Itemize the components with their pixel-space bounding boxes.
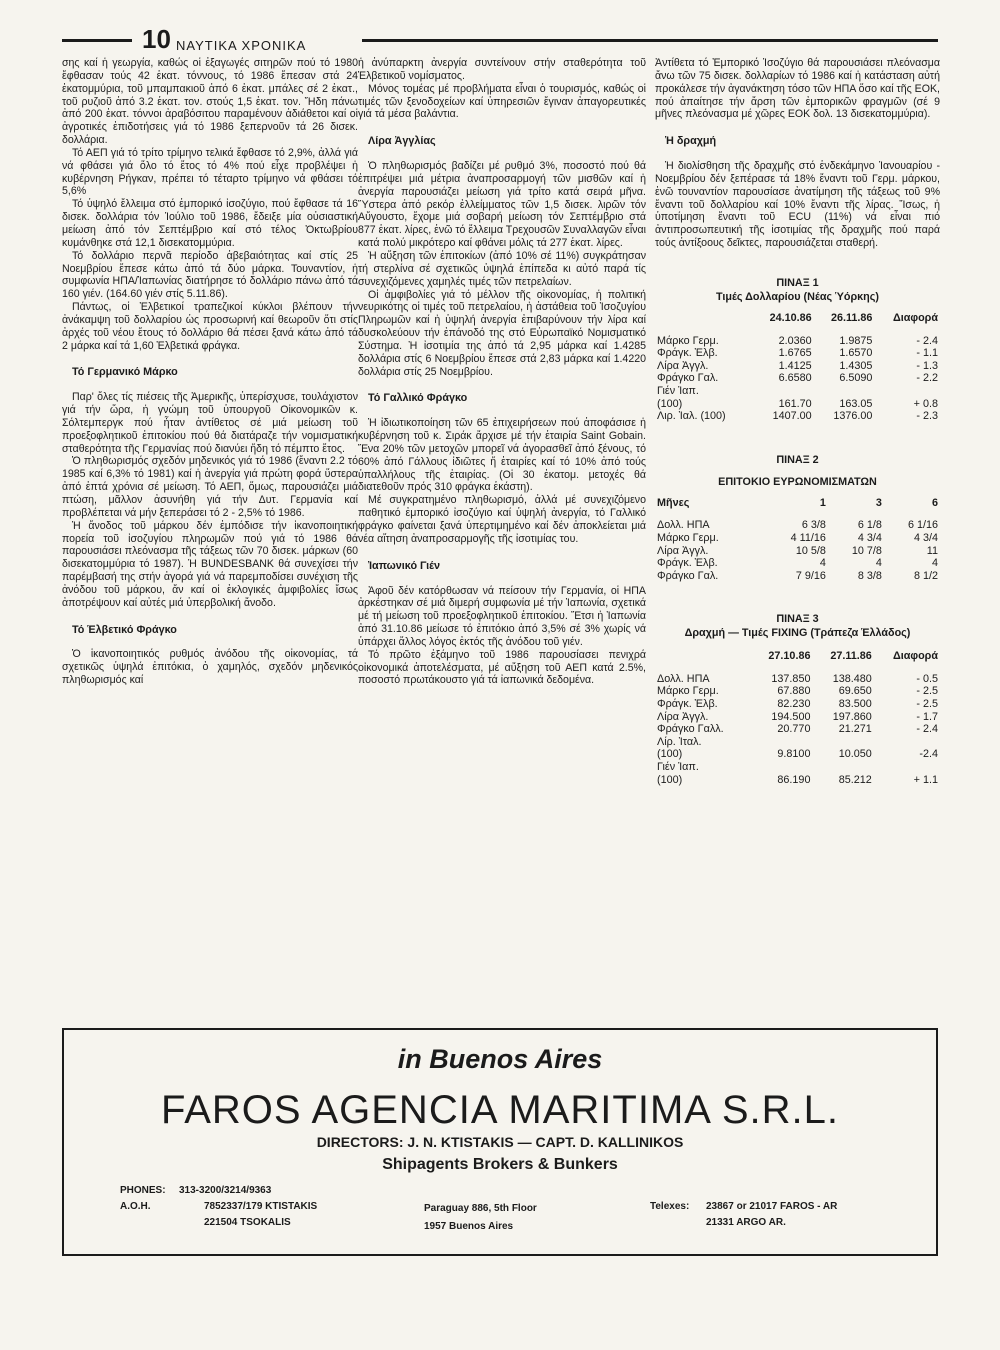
table-cell: - 2.4 [916, 334, 938, 347]
table-header-cell: 26.11.86 [830, 311, 873, 324]
table-cell: 8 3/8 [857, 569, 882, 582]
table-row [655, 372, 940, 385]
table-cell: Φράγκ. Ἑλβ. [657, 557, 718, 570]
table-cell: 4 [875, 557, 882, 570]
table-cell: 6.5090 [839, 372, 873, 385]
paragraph: Τό ὑψηλό ἔλλειμα στό ἐμπορικό ἰσοζύγιο, πού ἔφθασε τά 16 δισεκ. δολλάρια τόν Ἰούλιο τοῦ 1986, ἔδειξε μία οὐσιαστική μείωση ἀπό τόν Σεπτέμβριο καί στό τέλος Ὀκτωβρίου κυμάνθηκε στά 12,1 δισεκατομμύρια. [62, 198, 358, 249]
ad-address-2: 1957 Buenos Aires [424, 1221, 514, 1232]
ad-aoh-2: 221504 TSOKALIS [204, 1217, 291, 1228]
table-cell: Φράγκο Γαλ. [657, 372, 719, 385]
table-row [655, 347, 940, 360]
page-header [62, 26, 938, 54]
table-header-cell: 6 [931, 496, 938, 509]
table-cell: -2.4 [919, 748, 938, 761]
paragraph: Τό ΑΕΠ γιά τό τρίτο τρίμηνο τελικά ἔφθασε τό 2,9%, ἀλλά γιά νά φθάσει γιά ὅλο τό ἔτος τό 4% πού εἶχε προβλέψει ἡ κυβέρνηση Ρήγκαν, πρέπει τό τέταρτο τρίμηνο νά φθάσει τό 5,6% [62, 146, 358, 198]
table-cell: 11 [926, 544, 938, 557]
table-cell: (100) [657, 773, 683, 786]
table-cell: 10.050 [838, 748, 872, 761]
table-cell: Μάρκο Γερμ. [657, 685, 719, 698]
section-heading-yen: Ἰαπωνικό Γιέν [368, 559, 441, 572]
table-cell: 1.6765 [778, 347, 812, 360]
table-cell: 69.650 [838, 685, 872, 698]
table-header-row [655, 650, 940, 663]
table-header-cell: 27.11.86 [830, 650, 872, 663]
paragraph: Μέ συγκρατημένο πληθωρισμό, ἀλλά μέ συνεχιζόμενο παθητικό ἐμπορικό ἰσοζύγιο καί ὑψηλή ἀνεργία, τό Γαλλικό φράγκο φαίνεται ξανά ὑπερτιμημένο καί δέν ἀποκλείεται μιά νέα αἴτηση ἀναπροσαρμογῆς τῆς ἰσοτιμίας του. [358, 494, 646, 545]
table-row [655, 545, 940, 558]
table-cell: - 0.5 [916, 672, 938, 685]
table-row [655, 736, 940, 749]
table-cell: Φράγκ. Ἑλβ. [657, 347, 718, 360]
ad-telexes-2: 21331 ARGO AR. [706, 1217, 786, 1228]
table-row [655, 698, 940, 711]
paragraph: σης καί ἡ γεωργία, καθώς οἱ ἐξαγωγές σιτηρῶν πού τό 1980 ἔφθασαν τούς 42 ἑκατ. τόννους, τό 1986 ἔπεσαν στά 24 ἑκατομμύρια, τοῦ μπαμπακιοῦ ἀπό 6 ἑκατ. μπάλες σέ 2 ἑκατ., τοῦ ρυζιοῦ ἀπό 3.2 ἑκατ. τον. στούς 1,5 ἑκατ. τον. Ἤδη πάνω ἀπό 200 ἑκατ. τόννοι ἀραβόσιτου παραμένουν ἀδιάθετοι καί οἱ ἀγροτικές ἐπιδοτήσεις γιά τό 1986 ξεπερνοῦν τά 26 δισεκ. δολλάρια. [62, 57, 358, 147]
article-column-2 [358, 57, 646, 1019]
paragraph: Ἡ ἰδιωτικοποίηση τῶν 65 ἐπιχειρήσεων πού ἀποφάσισε ἡ κυβέρνηση τοῦ κ. Σιράκ ἄρχισε μέ τήν ἑταιρία Saint Gobain. Ἕνα 20% τῶν μετοχῶν μπορεῖ νά ἀγορασθεῖ ἀπό ξένους, τό 60% ἀπό Γάλλους ἰδιῶτες ἤ ἑταιρίες καί τό 10% ἀπό τούς ὑπαλλήλους τῆς ἑταιρίας. (Οἱ 30 ἑκατομ. μετοχές θά διατεθοῦν πρός 310 φράγκα ἑκάστη). [358, 417, 646, 494]
table-cell [750, 761, 812, 774]
ad-city: in Buenos Aires [397, 1044, 603, 1074]
section-heading-french-franc: Τό Γαλλικό Φράγκο [368, 392, 468, 405]
table-cell: 4 3/4 [913, 531, 938, 544]
ad-directors: DIRECTORS: J. N. KTISTAKIS — CAPT. D. KALLINIKOS [316, 1134, 684, 1150]
table-cell: Λίρ. Ἰταλ. [657, 735, 702, 748]
table-cell: Δολλ. ΗΠΑ [657, 519, 710, 532]
table-cell: Γιέν Ἰαπ. [657, 761, 699, 774]
table1-title: Τιμές Δολλαρίου (Νέας Ὑόρκης) [716, 290, 879, 303]
table-cell: Φράγκο Γαλλ. [657, 723, 724, 736]
table-row [655, 385, 940, 398]
table-row [655, 532, 940, 545]
table-cell: 83.500 [838, 698, 872, 711]
paragraph: Ὁ ἱκανοποιητικός ρυθμός ἀνόδου τῆς οἰκονομίας, τά σχετικῶς ὑψηλά ἐπιτόκια, ὁ χαμηλός, σχεδόν μηδενικός πληθωρισμός καί [62, 648, 358, 687]
table-row [655, 748, 940, 761]
table-cell: 1.4305 [839, 359, 873, 372]
table-cell: 10 5/8 [795, 544, 826, 557]
table-cell: 163.05 [839, 397, 873, 410]
table-cell: + 1.1 [913, 773, 938, 786]
paragraph: ἡ ἀνύπαρκτη ἀνεργία συντείνουν στήν σταθερότητα τοῦ Ἑλβετικοῦ νομίσματος. [358, 57, 646, 82]
paragraph: Πάντως, οἱ Ἑλβετικοί τραπεζικοί κύκλοι βλέπουν τήν ἀνάκαμψη τοῦ δολλαρίου ὡς προσωρινή καί θεωροῦν ὅτι στίς ἀρχές τοῦ νέου ἔτους τό δολλάριο θά πέσει ξανά κάτω ἀπό τά 2 μάρκα καί τά 1,60 Ἑλβετικά φράγκα. [62, 301, 358, 352]
table-cell: Γιέν Ἰαπ. [657, 384, 699, 397]
table-cell: 1.4125 [778, 359, 812, 372]
table-cell: 1407.00 [772, 410, 812, 423]
table3-title: Δραχμή — Τιμές FIXING (Τράπεζα Ἑλλάδος) [684, 627, 911, 640]
ad-telexes-1: 23867 or 21017 FAROS - AR [706, 1201, 838, 1212]
paragraph: Ἡ αὔξηση τῶν ἐπιτοκίων (ἀπό 10% σέ 11%) συγκράτησαν τή στερλίνα σέ σχετικῶς ὑψηλά ἐπίπεδα κι αὐτό παρά τίς συνεχιζόμενες χαμηλές τιμές τῶν πετρελαίων. [358, 249, 646, 288]
table2 [655, 497, 940, 583]
table2-title: ΕΠΙΤΟΚΙΟ ΕΥΡΩΝΟΜΙΣΜΑΤΩΝ [718, 475, 877, 488]
advertisement-box [62, 1028, 938, 1256]
paragraph: Ἡ ἄνοδος τοῦ μάρκου δέν ἐμπόδισε τήν ἱκανοποιητική πορεία τοῦ ἰσοζυγίου πληρωμῶν πού γιά τό 1986 θά παρουσιάσει πλεόνασμα τῆς τάξεως τῶν 70 δισεκ. μάρκων (60 δισεκατομμύρια τό 1987). Ἡ BUNDESBANK θά συνεχίσει τήν παρέμβασή της στήν ἀγορά γιά νά παρεμποδίσει συνέχιση τῆς ἀνόδου τοῦ μάρκου, ἄν καί οἱ ἐκλογικές ἀμφιβολίες ἴσως ἀποτρέψουν καί αὐτές μιά ὑπερβολική ἄνοδο. [62, 519, 358, 609]
table-cell: Μάρκο Γερμ. [657, 334, 719, 347]
table-cell: - 2.2 [916, 372, 938, 385]
paragraph: Ἀντίθετα τό Ἐμπορικό Ἰσοζύγιο θά παρουσιάσει πλεόνασμα ἄνω τῶν 75 δισεκ. δολλαρίων τό 1986 καί ἡ κατάσταση αὐτή προκάλεσε τήν ἀγανάκτηση τόσο τῶν ΗΠΑ ὅσο καί τῆς ΕΟΚ, πού ἀπαίτησε τήν ἄρση τῶν ἐμπορικῶν φραγμῶν (σέ 9 μῆνες πλεόνασμα μέ χῶρες ΕΟΚ δολ. 13 δισεκατομμύρια). [655, 57, 940, 121]
ad-phones: 313-3200/3214/9363 [179, 1185, 272, 1196]
table-cell: Μάρκο Γερμ. [657, 531, 719, 544]
table-header-row [655, 312, 940, 325]
table-cell: Φράγκο Γαλ. [657, 569, 719, 582]
table-cell: 4 [819, 557, 826, 570]
table-header-cell: 27.10.86 [768, 650, 811, 663]
table-row [655, 398, 940, 411]
table-row [655, 410, 940, 423]
table-cell [750, 736, 812, 749]
table-cell: 6 1/16 [907, 519, 938, 532]
table-cell: 4 11/16 [790, 531, 826, 544]
table-cell: 9.8100 [777, 748, 811, 761]
table-cell: 137.850 [771, 672, 811, 685]
article-column-1 [62, 57, 358, 1019]
table-cell: 6 1/8 [857, 519, 882, 532]
table-cell: 20.770 [777, 723, 811, 736]
paragraph: Οἱ ἀμφιβολίες γιά τό μέλλον τῆς οἰκονομίας, ἡ πολιτική νευρικότης οἱ τιμές τοῦ πετρελαίου, ἡ ἀστάθεια τοῦ Ἰσοζυγίου Πληρωμῶν καί ἡ ὑψηλή ἀνεργία ἐπιβαρύνουν τήν λίρα καί δυσκολεύουν τήν ἐπάνοδό της στό Εὐρωπαϊκό Νομισματικό Σύστημα. Ἡ ἰσοτιμία της ἀπό τά 2,95 μάρκα καί 1.4285 δολλάρια στίς 6 Νοεμβρίου ἔπεσε στά 2,83 μάρκα καί 1.4220 δολλάρια στίς 25 Νοεμβρίου. [358, 288, 646, 378]
table-row [655, 685, 940, 698]
table-cell: Φράγκ. Ἑλβ. [657, 698, 718, 711]
table-cell: Λίρα Ἀγγλ. [657, 544, 709, 557]
table-row [655, 723, 940, 736]
table-cell: Λίρα Ἀγγλ. [657, 359, 709, 372]
table-cell: 1.9875 [839, 334, 873, 347]
table-row [655, 557, 940, 570]
table-header-cell: 1 [819, 496, 826, 509]
table-cell [752, 385, 814, 398]
table-cell: 2.0360 [778, 334, 812, 347]
table-cell: Λιρ. Ἰαλ. (100) [657, 410, 726, 423]
table2-label: ΠΙΝΑΞ 2 [776, 453, 819, 466]
table-cell: 67.880 [777, 685, 811, 698]
ad-phones-label: PHONES: [120, 1185, 166, 1196]
table-row [655, 761, 940, 774]
header-rule-right [362, 39, 938, 42]
paragraph: Ὁ πληθωρισμός σχεδόν μηδενικός γιά τό 1986 (ἔναντι 2.2 τό 1985 καί 6,3% τό 1981) καί ἡ ἀνεργία γιά πρώτη φορά ὕστερα ἀπό ἑπτά χρόνια σέ μείωση. Τό ΑΕΠ, ὅμως, παρουσιάζει μιά πτώση, μᾶλλον ἀσυνήθη γιά τήν Δυτ. Γερμανία καί προβλέπεται νά μήν ξεπεράσει τό 2 - 2,5% τό 1986. [62, 455, 358, 519]
paragraph: Τό δολλάριο περνᾶ περίοδο ἀβεβαιότητας καί στίς 25 Νοεμβρίου ἔπεσε κάτω ἀπό τά δύο μάρκα. Τουναντίον, ἡ συμφωνία ΗΠΑ/Ἰαπωνίας διατήρησε τό δολλάριο πάνω ἀπό τά 160 γιέν. (164.60 γιέν στίς 5.11.86). [62, 249, 358, 301]
table-cell: 197.860 [832, 710, 872, 723]
table-cell: Λίρα Ἀγγλ. [657, 710, 709, 723]
section-heading-swiss-franc: Τό Ἑλβετικό Φράγκο [72, 623, 177, 636]
table-cell: - 2.3 [916, 410, 938, 423]
page-number: 10 [142, 24, 171, 54]
table-row [655, 673, 940, 686]
section-heading-pound: Λίρα Ἀγγλίας [368, 135, 436, 148]
table1-label: ΠΙΝΑΞ 1 [776, 276, 819, 289]
table-row [655, 360, 940, 373]
paragraph: Ἀφοῦ δέν κατόρθωσαν νά πείσουν τήν Γερμανία, οἱ ΗΠΑ ἀρκέστηκαν σέ μιά διμερή συμφωνία μέ τήν Ἰαπωνία, σχετικά μέ τή μείωση τοῦ προεξοφλητικοῦ ἐπιτοκίου. Ἔτσι ἡ Ἰαπωνία ἀπό 31.10.86 μείωσε τό ἐπιτόκιο ἀπό 3,5% σέ 3% χωρίς νά ὑπάρχει ἄλλος λόγος ἐκτός τῆς ἀνόδου τοῦ γιέν. [358, 584, 646, 648]
ad-company-name: FAROS AGENCIA MARITIMA S.R.L. [160, 1088, 840, 1132]
table-cell: 8 1/2 [913, 569, 938, 582]
table-header-row [655, 497, 940, 510]
table-cell [874, 385, 940, 398]
table-cell: 21.271 [838, 723, 872, 736]
table-cell: 6 3/8 [801, 519, 826, 532]
ad-services: Shipagents Brokers & Bunkers [382, 1156, 618, 1173]
table3 [655, 650, 940, 786]
article-column-3 [655, 57, 940, 1019]
table-row [655, 335, 940, 348]
table-cell: 10 7/8 [851, 544, 882, 557]
table-cell [874, 736, 940, 749]
table-header-cell: Μῆνες [657, 496, 690, 509]
table-header-cell: 3 [875, 496, 882, 509]
table-cell: - 1.1 [916, 347, 938, 360]
table-row [655, 774, 940, 787]
table-header-cell: Διαφορά [892, 650, 938, 663]
table-cell: (100) [657, 748, 683, 761]
table-cell: - 2.5 [916, 685, 938, 698]
table-cell: 161.70 [778, 397, 812, 410]
table-cell: - 1.7 [916, 710, 938, 723]
table-cell: 4 3/4 [857, 531, 882, 544]
table-header-cell [655, 650, 750, 663]
table-cell: 1.6570 [839, 347, 873, 360]
header-rule-left [62, 39, 132, 42]
paragraph: Ὁ πληθωρισμός βαδίζει μέ ρυθμό 3%, ποσοστό πού θά ἐπιτρέψει μιά μέτρια ἀναπροσαρμογή τῶν μισθῶν καί ἡ ἀνεργία παρουσιάζει μείωση γιά τρίτο κατά σειρά μῆνα. Ὕστερα ἀπό ρεκόρ ἐλλείμματος τῶν 1,5 δισεκ. λιρῶν τόν Αὔγουστο, ἔχομε μιά σοβαρή μείωση τόν Σεπτέμβριο στά 877 ἑκατ. λίρες, ἐνῶ τό ἔλλειμα Τρεχουσῶν Συναλλαγῶν εἶναι κατά πολύ μικρότερο καί φθάνει μόλις τά 277 ἑκατ. λίρες. [358, 160, 646, 250]
table-header-cell: Διαφορά [892, 311, 938, 324]
table-cell: Δολλ. ΗΠΑ [657, 672, 710, 685]
table-cell: 6.6580 [778, 372, 812, 385]
table-cell: 4 [931, 557, 938, 570]
table-row [655, 711, 940, 724]
table3-label: ΠΙΝΑΞ 3 [776, 613, 819, 626]
table-cell: 82.230 [777, 698, 811, 711]
table-cell: (100) [657, 397, 683, 410]
section-heading-german-mark: Τό Γερμανικό Μάρκο [72, 366, 178, 379]
ad-aoh-1: 7852337/179 KTISTAKIS [204, 1201, 318, 1212]
table-cell: + 0.8 [913, 397, 938, 410]
ad-address-1: Paraguay 886, 5th Floor [424, 1203, 537, 1214]
paragraph: Ἡ διολίσθηση τῆς δραχμῆς στό ἑνδεκάμηνο Ἰανουαρίου - Νοεμβρίου δέν ξεπέρασε τά 18% ἔναντι τοῦ Γερμ. μάρκου, ἐνῶ τουναντίον παρουσίασε ἀνατίμηση τῆς τάξεως τοῦ 9% ἔναντι τοῦ δολλαρίου καί 10% ἔναντι τῆς λίρας. Ἴσως, ἡ ὑποτίμηση ἔναντι τοῦ ECU (11%) νά εἶναι πιό ἀντιπροσωπευτική τῆς ἰσοτιμίας τῆς δραχμῆς πού παρά τούς ἀντίξοους δεῖκτες, παρουσιάζεται σταθερή. [655, 160, 940, 250]
table-cell: 194.500 [771, 710, 811, 723]
table-cell: 85.212 [838, 773, 872, 786]
publication-title: ΝΑΥΤΙΚΑ ΧΡΟΝΙΚΑ [176, 38, 307, 53]
table-cell: - 1.3 [916, 359, 938, 372]
table-cell: - 2.4 [916, 723, 938, 736]
table-cell [812, 761, 873, 774]
table-cell: 1376.00 [833, 410, 873, 423]
table-cell: 7 9/16 [795, 569, 826, 582]
table-cell [874, 761, 940, 774]
paragraph: Τό πρῶτο ἑξάμηνο τοῦ 1986 παρουσίασει πενιχρά οἰκονομικά ἀποτελέσματα, μέ αὔξηση τοῦ ΑΕΠ κατά 2.5%, ποσοστό πρωτάκουστο γιά τά ἰαπωνικά δεδομένα. [358, 648, 646, 687]
table-cell [812, 736, 873, 749]
table-cell: 138.480 [832, 672, 872, 685]
table-row [655, 519, 940, 532]
table-cell: - 2.5 [916, 698, 938, 711]
ad-telexes-label: Telexes: [650, 1201, 690, 1212]
section-heading-drachma: Ἡ δραχμή [665, 135, 717, 148]
table1 [655, 312, 940, 423]
table-row [655, 570, 940, 583]
table-header-cell [655, 312, 752, 325]
table-cell [814, 385, 875, 398]
table-cell: 86.190 [777, 773, 811, 786]
table-header-cell: 24.10.86 [769, 311, 812, 324]
paragraph: Μόνος τομέας μέ προβλήματα εἶναι ὁ τουρισμός, καθώς οἱ τιμές τῶν ξενοδοχείων καί ὑπηρεσιῶν ἔγιναν ἀπαγορευτικές γιά τά μέσα βαλάντια. [358, 82, 646, 121]
ad-aoh-label: A.O.H. [120, 1201, 151, 1212]
paragraph: Παρ' ὅλες τίς πιέσεις τῆς Ἀμερικῆς, ὑπερίσχυσε, τουλάχιστον γιά τήν ὥρα, ἡ γνώμη τοῦ ὑπουργοῦ Οἰκονομικῶν κ. Σόλτεμπεργκ πού ἦταν ἀντίθετος σέ μιά μείωση τοῦ προεξοφλητικοῦ ἐπιτοκίου πού θά διατάραζε τήν νομισματική σταθερότητα τῆς Γερμανίας πού διανύει ἤδη τό πέμπτο ἔτος. [62, 391, 358, 455]
